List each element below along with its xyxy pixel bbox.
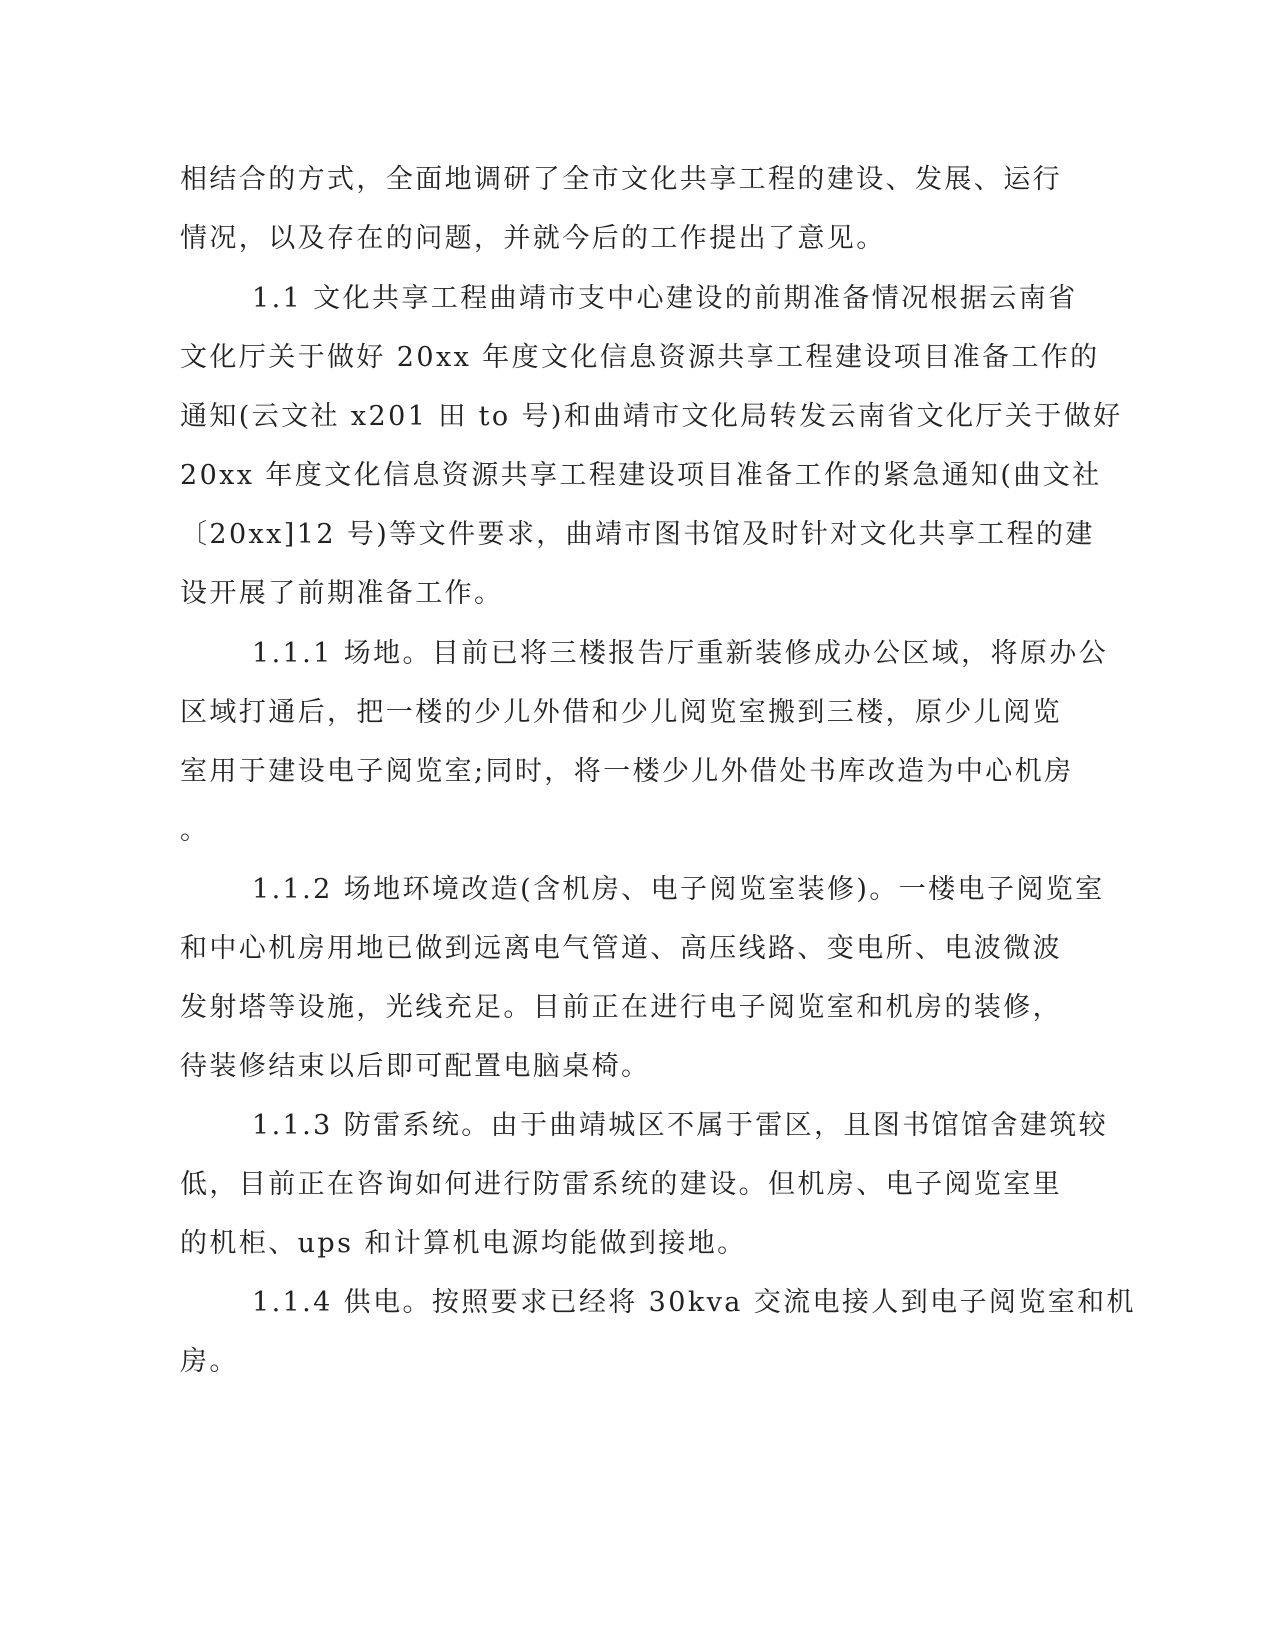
section-1-1-3-line: 1.1.3 防雷系统。由于曲靖城区不属于雷区，且图书馆馆舍建筑较 [252, 1110, 1109, 1141]
section-1-1-1-line: 1.1.1 场地。目前已将三楼报告厅重新装修成办公区域，将原办公 [252, 638, 1109, 669]
section-1-1-4-line: 1.1.4 供电。按照要求已经将 30kva 交流电接人到电子阅览室和机 [252, 1287, 1136, 1318]
text-line: 的机柜、ups 和计算机电源均能做到接地。 [180, 1228, 747, 1259]
text-line: 区域打通后，把一楼的少儿外借和少儿阅览室搬到三楼，原少儿阅览 [180, 697, 1062, 728]
text-line: 设开展了前期准备工作。 [180, 578, 504, 609]
text-line: 待装修结束以后即可配置电脑桌椅。 [180, 1051, 651, 1082]
text-line: 情况，以及存在的问题，并就今后的工作提出了意见。 [180, 223, 886, 254]
text-line: 相结合的方式，全面地调研了全市文化共享工程的建设、发展、运行 [180, 164, 1062, 195]
text-line: 低，目前正在咨询如何进行防雷系统的建设。但机房、电子阅览室里 [180, 1169, 1062, 1200]
text-line: 〔20xx]12 号)等文件要求，曲靖市图书馆及时针对文化共享工程的建 [180, 519, 1095, 550]
text-line: 文化厅关于做好 20xx 年度文化信息资源共享工程建设项目准备工作的 [180, 342, 1100, 373]
text-line: 室用于建设电子阅览室;同时，将一楼少儿外借处书库改造为中心机房 [180, 756, 1074, 787]
section-1-1-heading-line: 1.1 文化共享工程曲靖市支中心建设的前期准备情况根据云南省 [252, 283, 1078, 314]
section-1-1-2-line: 1.1.2 场地环境改造(含机房、电子阅览室装修)。一楼电子阅览室 [252, 874, 1105, 905]
text-line: 通知(云文社 x201 田 to 号)和曲靖市文化局转发云南省文化厅关于做好 [180, 401, 1123, 432]
text-line: 20xx 年度文化信息资源共享工程建设项目准备工作的紧急通知(曲文社 [180, 460, 1102, 491]
text-line: 房。 [180, 1346, 239, 1377]
text-line: 发射塔等设施，光线充足。目前正在进行电子阅览室和机房的装修， [180, 992, 1062, 1023]
text-line: 。 [180, 815, 210, 846]
text-line: 和中心机房用地已做到远离电气管道、高压线路、变电所、电波微波 [180, 933, 1062, 964]
